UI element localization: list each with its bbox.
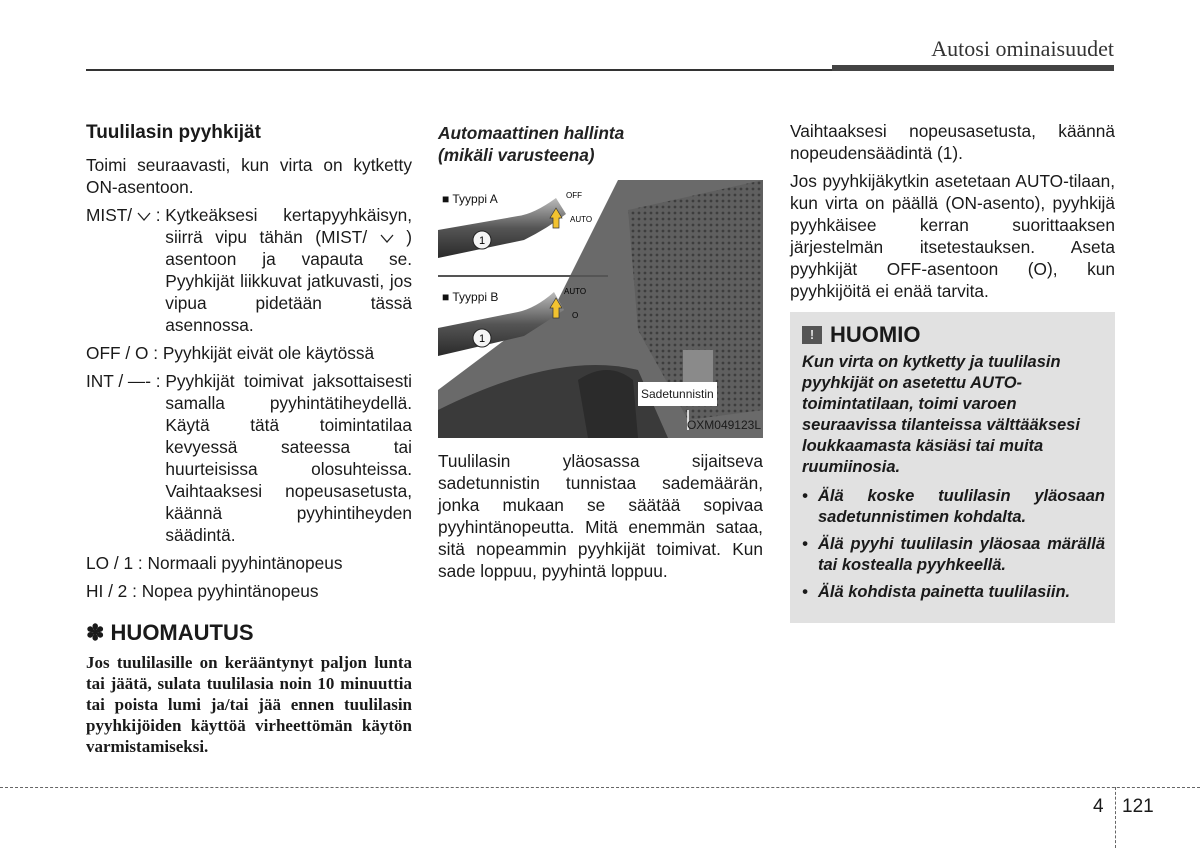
header-bar (832, 65, 1114, 71)
list-item: • Älä koske tuulilasin yläosaan sadetunnistimen kohdalta. (802, 487, 1105, 526)
label-auto-a: AUTO (570, 215, 593, 224)
section-heading: Tuulilasin pyyhkijät (86, 122, 261, 143)
off-desc: Pyyhkijät eivät ole käytössä (162, 343, 375, 363)
caution-text: Kun virta on kytketty ja tuulilasin pyyhkijät on asetettu AUTO-toimintatilaan, toimi varoen seuraavissa tilanteissa välttääksesi loukkaamasta käsiäsi tai muita ruumiinosia. (802, 353, 1080, 476)
footer-rule (0, 787, 1200, 788)
list-item: • Älä kohdista painetta tuulilasiin. (802, 583, 1071, 601)
mist-term: MIST/ (86, 205, 137, 225)
svg-text:1: 1 (478, 333, 486, 345)
definition-off (86, 342, 412, 364)
figure-code: OXM049123L (686, 418, 761, 432)
sensor-label: Sadetunnistin (638, 382, 717, 406)
label-o: O (572, 311, 579, 320)
header-rule (86, 69, 832, 71)
definition-hi: HI / 2 : Nopea pyyhintänopeus (86, 581, 319, 601)
definition-int (86, 370, 412, 546)
off-term: OFF / O : (86, 343, 163, 363)
footer-divider (1115, 787, 1116, 848)
mist-v-icon-inline (380, 234, 394, 243)
figure-type-a: ■ Tyyppi A (442, 192, 498, 206)
chapter-number: 4 (1093, 796, 1104, 817)
note-title: ✽ HUOMAUTUS (86, 620, 254, 645)
label-off: OFF (566, 191, 582, 200)
sensor-paragraph: Tuulilasin yläosassa sijaitseva sadetunnistin tunnistaa sademäärän, jonka mukaan se säätää sopivaa pyyhintänopeutta. Mitä enemmän sataa, sitä nopeammin pyyhkijät toimivat. Kun sade loppuu, pyyhintä loppuu. (438, 451, 763, 581)
column-left (86, 120, 412, 757)
intro-paragraph: Toimi seuraavasti, kun virta on kytketty ON-asentoon. (86, 155, 412, 197)
column-right (790, 120, 1115, 623)
list-item: • Älä pyyhi tuulilasin yläosaa märällä tai kostealla pyyhkeellä. (802, 535, 1105, 574)
running-header: Autosi ominaisuudet (931, 36, 1114, 61)
svg-text:1: 1 (478, 235, 486, 247)
subtitle-line-1: Automaattinen hallinta (438, 123, 625, 143)
mist-v-icon (137, 212, 151, 221)
page-number: 121 (1122, 796, 1154, 817)
column-middle (438, 120, 763, 588)
caution-box (790, 312, 1115, 623)
subtitle-line-2: (mikäli varusteena) (438, 145, 595, 165)
subsection-title (438, 122, 763, 166)
wiper-switch-figure (438, 180, 763, 438)
warning-icon: ! (802, 326, 822, 344)
mist-desc-pre: Kytkeäksesi kertapyyhkäisyn, siirrä vipu tähän (MIST/ (165, 205, 412, 247)
int-term: INT / —- : (86, 371, 166, 391)
mist-desc-post: ) asentoon ja vapauta se. Pyyhkijät liikkuvat jatkuvasti, jos vipua pidetään tässä asennossa. (165, 227, 412, 335)
caution-list (802, 486, 1105, 603)
note-body: Jos tuulilasille on kerääntynyt paljon lunta tai jäätä, sulata tuulilasia noin 10 minuuttia tai poista lumi ja/tai jää ennen tuulilasin pyyhkijöiden käyttöä virheettömän käytön varmistamiseksi. (86, 653, 412, 756)
figure-type-b: ■ Tyyppi B (442, 290, 499, 304)
paragraph-auto: Jos pyyhkijäkytkin asetetaan AUTO-tilaan, kun virta on päällä (ON-asento), pyyhkijä pyyhkäisee kerran suorittaaksen järjestelmän itsetestauksen. Aseta pyyhkijät OFF-asentoon (O), kun pyyhkijöitä ei enää tarvita. (790, 171, 1115, 301)
caution-title: HUOMIO (830, 322, 921, 347)
mist-sep: : (150, 205, 166, 225)
int-desc: Pyyhkijät toimivat jaksottaisesti samalla pyyhintätiheydellä. Käytä tätä toimintatilaa kevyessä sateessa tai huurteisissa olosuhteissa. Vaihtaaksesi nopeusasetusta, käännä pyyhintiheyden säädintä. (165, 371, 412, 545)
label-auto-b: AUTO (564, 287, 587, 296)
definition-lo: LO / 1 : Normaali pyyhintänopeus (86, 553, 343, 573)
paragraph-speed: Vaihtaaksesi nopeusasetusta, käännä nopeudensäädintä (1). (790, 121, 1115, 163)
definition-mist (86, 204, 412, 336)
